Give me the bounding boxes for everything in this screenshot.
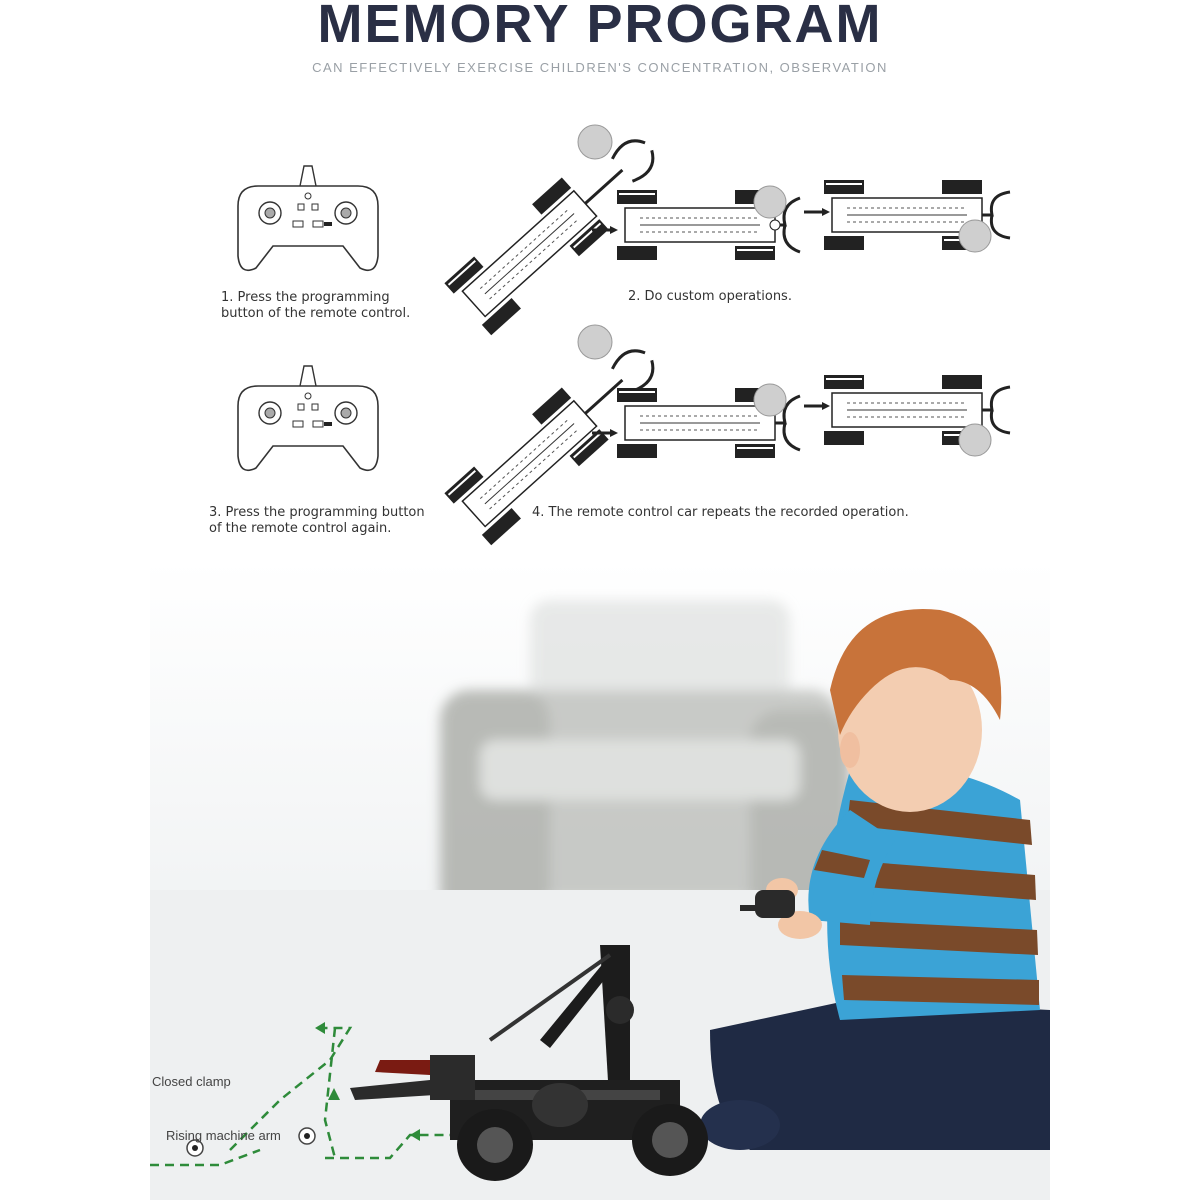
step-1-caption	[221, 290, 410, 322]
closed-clamp-label: Closed clamp	[152, 1074, 231, 1089]
step-4-caption	[532, 505, 909, 521]
child-playing-photo	[150, 560, 1050, 1200]
step-2-caption	[628, 289, 792, 305]
step-3-caption	[209, 505, 425, 537]
page-subtitle: CAN EFFECTIVELY EXERCISE CHILDREN'S CONCENTRATION, OBSERVATION	[312, 60, 888, 75]
step-1-line-1: 1. Press the programming	[221, 290, 390, 305]
rising-arm-label: Rising machine arm	[166, 1128, 281, 1143]
page-title: MEMORY PROGRAM	[317, 0, 883, 54]
memory-program-diagram	[0, 100, 1200, 560]
step-4-line-1: 4. The remote control car repeats the recorded operation.	[532, 505, 909, 520]
step-3-line-2: of the remote control again.	[209, 521, 392, 536]
step-1-line-2: button of the remote control.	[221, 306, 411, 321]
step-3-line-1: 3. Press the programming button	[209, 505, 425, 520]
step-2-line-1: 2. Do custom operations.	[628, 289, 792, 304]
